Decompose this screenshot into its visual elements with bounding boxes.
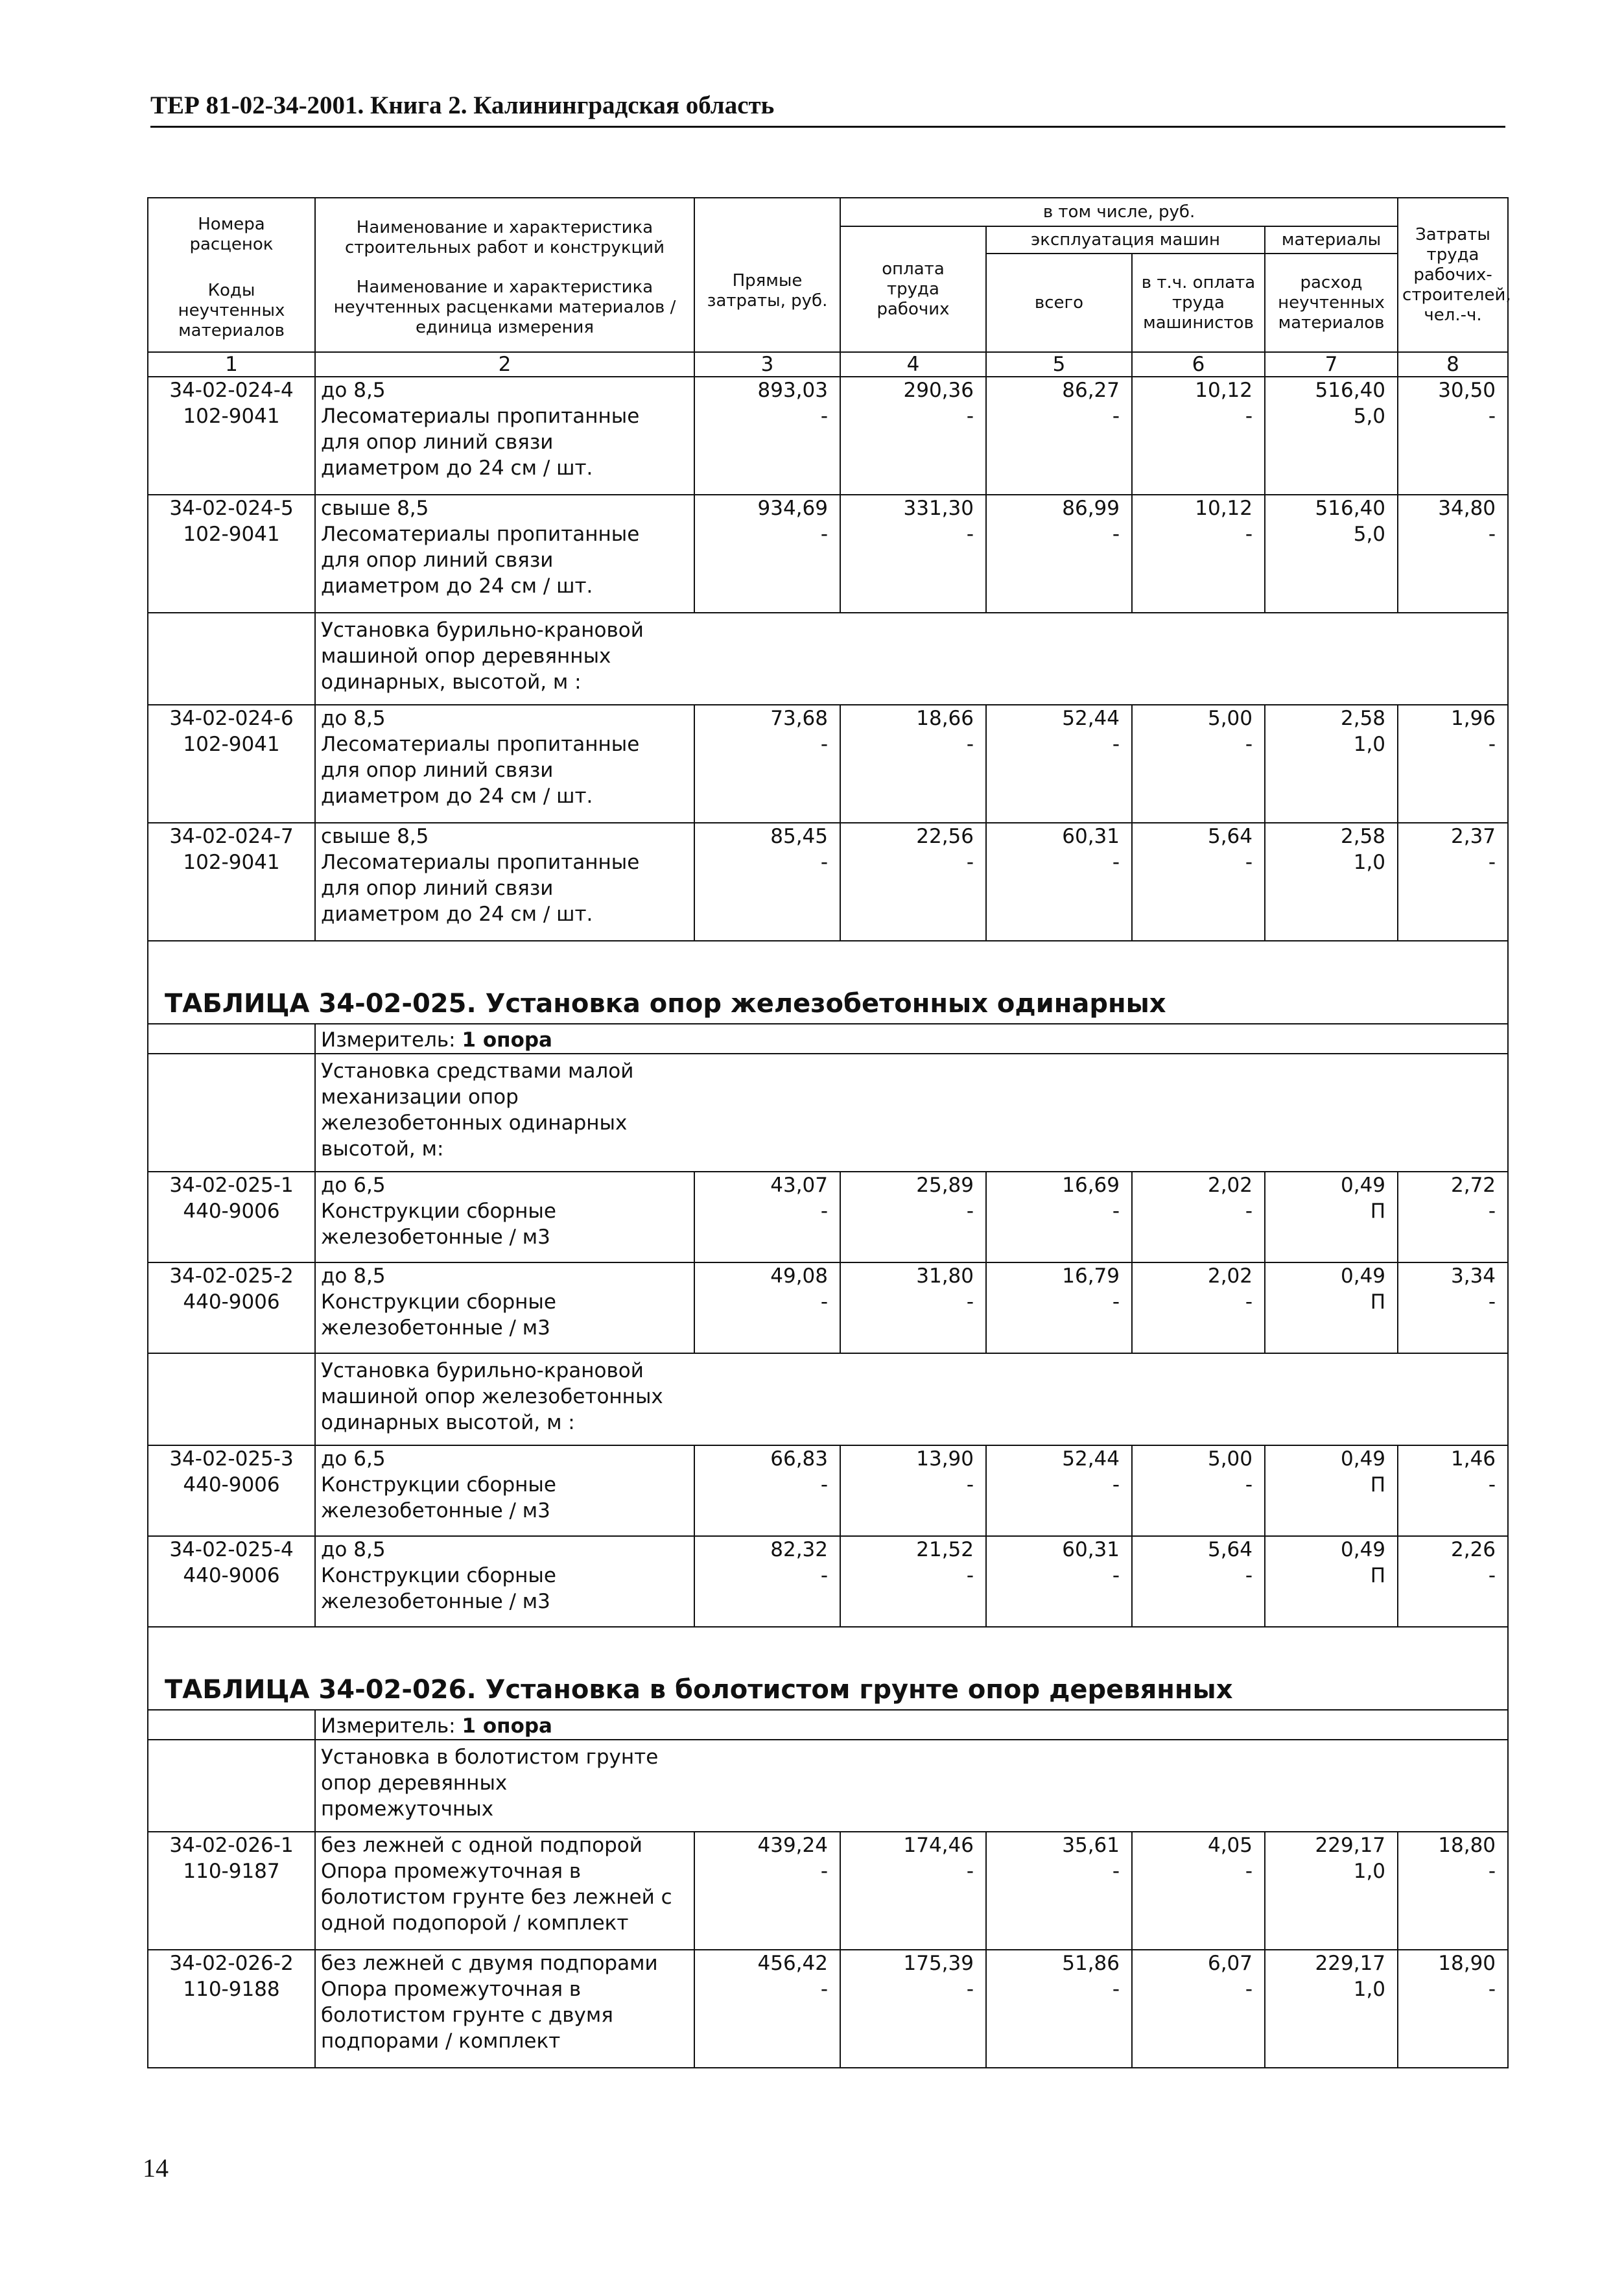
material-code: 102-9041 [183,851,280,874]
group-heading: Установка бурильно-крановой машиной опор деревянных одинарных, высотой, м : [315,613,1508,705]
table-row: 34-02-025-3 440-9006 до 6,5 Конструкции сборные железобетонные / м3 66,83 - 13,90 - 52,44 - 5,00 - 0,49 П 1,46 - [148,1445,1508,1536]
table-row: 34-02-026-2 110-9188 без лежней с двумя подпорами Опора промежуточная в болотистом грунте с двумя подпорами / комплект 456,42 - 175,39 - 51,86 - 6,07 - 229,17 1,0 18,90 - [148,1950,1508,2068]
col-num: 8 [1398,352,1508,377]
rate-code: 34-02-025-3 [169,1447,294,1471]
table-row: 34-02-024-5 102-9041 свыше 8,5 Лесоматериалы пропитанные для опор линий связи диаметром до 24 см / шт. 934,69 - 331,30 - 86,99 - 10,12 - 516,40 5,0 34,80 - [148,495,1508,613]
rate-name: свыше 8,5 [321,825,429,848]
material-code: 102-9041 [183,405,280,428]
header-material-use: расход неучтенных материалов [1265,254,1398,352]
rate-name: свыше 8,5 [321,497,429,520]
table-title-row [148,1627,1508,1710]
rate-code: 34-02-026-2 [169,1952,294,1975]
rate-code: 34-02-025-4 [169,1538,294,1561]
table-title: ТАБЛИЦА 34-02-026. Установка в болотистом грунте опор деревянных [165,1675,1233,1705]
group-heading-row [148,613,1508,705]
rate-code: 34-02-024-6 [169,707,294,730]
page-title: ТЕР 81-02-34-2001. Книга 2. Калининградская область [150,91,775,119]
table-row: 34-02-026-1 110-9187 без лежней с одной подпорой Опора промежуточная в болотистом грунте без лежней с одной подопорой / комплект 439,24 - 174,46 - 35,61 - 4,05 - 229,17 1,0 18,80 - [148,1832,1508,1950]
table-row: 34-02-025-2 440-9006 до 8,5 Конструкции сборные железобетонные / м3 49,08 - 31,80 - 16,79 - 2,02 - 0,49 П 3,34 - [148,1262,1508,1353]
unit-line: Измеритель: 1 опора [321,1028,552,1052]
col-num: 1 [148,352,315,377]
rate-code: 34-02-024-7 [169,825,294,848]
column-numbers-row [148,352,1508,377]
table-row: 34-02-024-4 102-9041 до 8,5 Лесоматериалы пропитанные для опор линий связи диаметром до 24 см / шт. 893,03 - 290,36 - 86,27 - 10,12 - 516,40 5,0 30,50 - [148,377,1508,495]
header-labor-hours: Затраты труда рабочих-строителей, чел.-ч. [1398,198,1508,352]
material-code: 440-9006 [183,1473,280,1497]
rate-name: до 8,5 [321,1264,386,1288]
col-num: 3 [694,352,840,377]
header-direct-cost: Прямые затраты, руб. [694,198,840,352]
header-incl: в том числе, руб. [840,198,1398,226]
group-heading-row [148,1740,1508,1832]
unit-row [148,1024,1508,1054]
rate-code: 34-02-025-2 [169,1264,294,1288]
group-heading: Установка в болотистом грунте опор деревянных промежуточных [315,1740,1508,1832]
table-row: 34-02-024-6 102-9041 до 8,5 Лесоматериалы пропитанные для опор линий связи диаметром до 24 см / шт. 73,68 - 18,66 - 52,44 - 5,00 - 2,58 1,0 1,96 - [148,705,1508,823]
rate-code: 34-02-025-1 [169,1174,294,1197]
rate-name: до 8,5 [321,707,386,730]
table-row: 34-02-025-4 440-9006 до 8,5 Конструкции сборные железобетонные / м3 82,32 - 21,52 - 60,31 - 5,64 - 0,49 П 2,26 - [148,1536,1508,1627]
rate-name: без лежней с двумя подпорами [321,1952,658,1975]
table-title-row [148,941,1508,1024]
rate-name: до 6,5 [321,1447,386,1471]
group-heading: Установка средствами малой механизации опор железобетонных одинарных высотой, м: [315,1054,1508,1172]
header-labor-pay: оплата труда рабочих [840,226,986,352]
material-code: 102-9041 [183,523,280,546]
col-num: 7 [1265,352,1398,377]
header-names: Наименование и характеристика строительных работ и конструкций Наименование и характеристика неучтенных расценками материалов / единица измерения [315,198,694,352]
page-number: 14 [143,2153,169,2183]
group-heading-row [148,1353,1508,1445]
rate-name: до 6,5 [321,1174,386,1197]
table-row: 34-02-025-1 440-9006 до 6,5 Конструкции сборные железобетонные / м3 43,07 - 25,89 - 16,69 - 2,02 - 0,49 П 2,72 - [148,1172,1508,1262]
header-codes: Номера расценок Коды неучтенных материалов [148,198,315,352]
group-heading-row [148,1054,1508,1172]
col-num: 5 [986,352,1132,377]
material-code: 102-9041 [183,733,280,756]
rate-code: 34-02-026-1 [169,1834,294,1857]
material-code: 110-9187 [183,1860,280,1883]
material-code: 440-9006 [183,1290,280,1314]
col-num: 2 [315,352,694,377]
table-row: 34-02-024-7 102-9041 свыше 8,5 Лесоматериалы пропитанные для опор линий связи диаметром до 24 см / шт. 85,45 - 22,56 - 60,31 - 5,64 - 2,58 1,0 2,37 - [148,823,1508,941]
rate-name: до 8,5 [321,1538,386,1561]
material-code: 440-9006 [183,1200,280,1223]
header-machinists-pay: в т.ч. оплата труда машинистов [1132,254,1265,352]
header-materials: материалы [1265,226,1398,254]
title-rule [150,126,1505,128]
rates-table [147,197,1509,2068]
table-title: ТАБЛИЦА 34-02-025. Установка опор железобетонных одинарных [165,989,1166,1019]
material-code: 440-9006 [183,1564,280,1587]
rate-name: без лежней с одной подпорой [321,1834,642,1857]
header-machines: эксплуатация машин [986,226,1265,254]
group-heading: Установка бурильно-крановой машиной опор железобетонных одинарных высотой, м : [315,1353,1508,1445]
col-num: 4 [840,352,986,377]
rate-name: до 8,5 [321,379,386,402]
header-row-1 [148,198,1508,226]
rate-code: 34-02-024-4 [169,379,294,402]
rate-code: 34-02-024-5 [169,497,294,520]
col-num: 6 [1132,352,1265,377]
header-machines-total: всего [986,254,1132,352]
unit-line: Измеритель: 1 опора [321,1714,552,1738]
unit-row [148,1710,1508,1740]
material-code: 110-9188 [183,1978,280,2001]
